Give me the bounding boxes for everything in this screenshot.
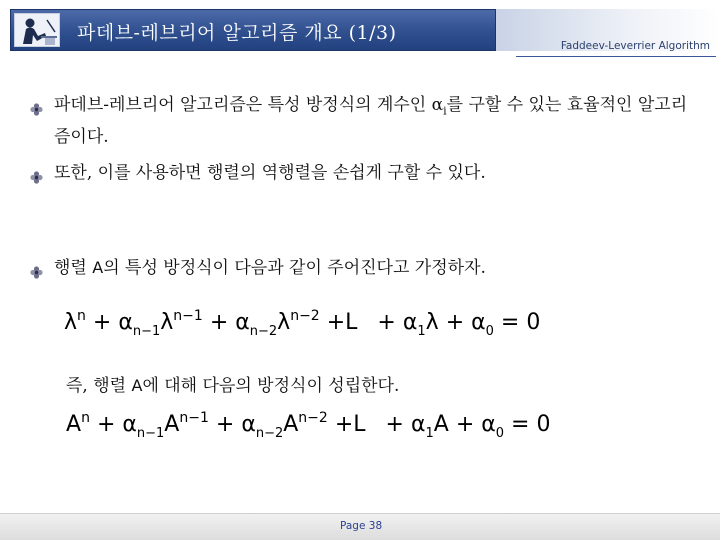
header-divider bbox=[516, 56, 716, 57]
characteristic-equation: $\lambda^n + \alpha_{n-1}\lambda^{n-1} + \alpha_{n-2}\lambda^{n-2} +L + \alpha_1\lambda + \alpha_0 = 0$ bbox=[64, 308, 541, 339]
title-bar bbox=[10, 9, 496, 51]
header-subtitle: Faddeev-Leverrier Algorithm bbox=[560, 40, 710, 52]
person-writing-icon bbox=[14, 13, 60, 47]
statement-line: 즉, 행렬 A에 대해 다음의 방정식이 성립한다. bbox=[66, 376, 400, 396]
flower-bullet-icon bbox=[30, 261, 43, 274]
bullet-text-2: 또한, 이를 사용하면 행렬의 역행렬을 손쉽게 구할 수 있다. bbox=[54, 163, 486, 183]
matrix-equation: $A^n + \alpha_{n-1}A^{n-1} + \alpha_{n-2}A^{n-2} +L + \alpha_1A + \alpha_0 = 0$ bbox=[66, 410, 551, 441]
bullet-text-3: 행렬 A의 특성 방정식이 다음과 같이 주어진다고 가정하자. bbox=[54, 258, 486, 278]
page-number: Page 38 bbox=[340, 520, 383, 532]
flower-bullet-icon bbox=[30, 98, 43, 111]
slide-title: 파데브-레브리어 알고리즘 개요 (1/3) bbox=[77, 22, 397, 44]
bullet-item-3 bbox=[30, 255, 690, 281]
flower-bullet-icon bbox=[30, 166, 43, 179]
bullet-item-2 bbox=[30, 160, 690, 186]
bullet-text-1: 파데브-레브리어 알고리즘은 특성 방정식의 계수인 $\alpha_i$를 구할 수 있는 효율적인 알고리즘이다. bbox=[54, 95, 688, 148]
bullet-item-1 bbox=[30, 92, 690, 150]
